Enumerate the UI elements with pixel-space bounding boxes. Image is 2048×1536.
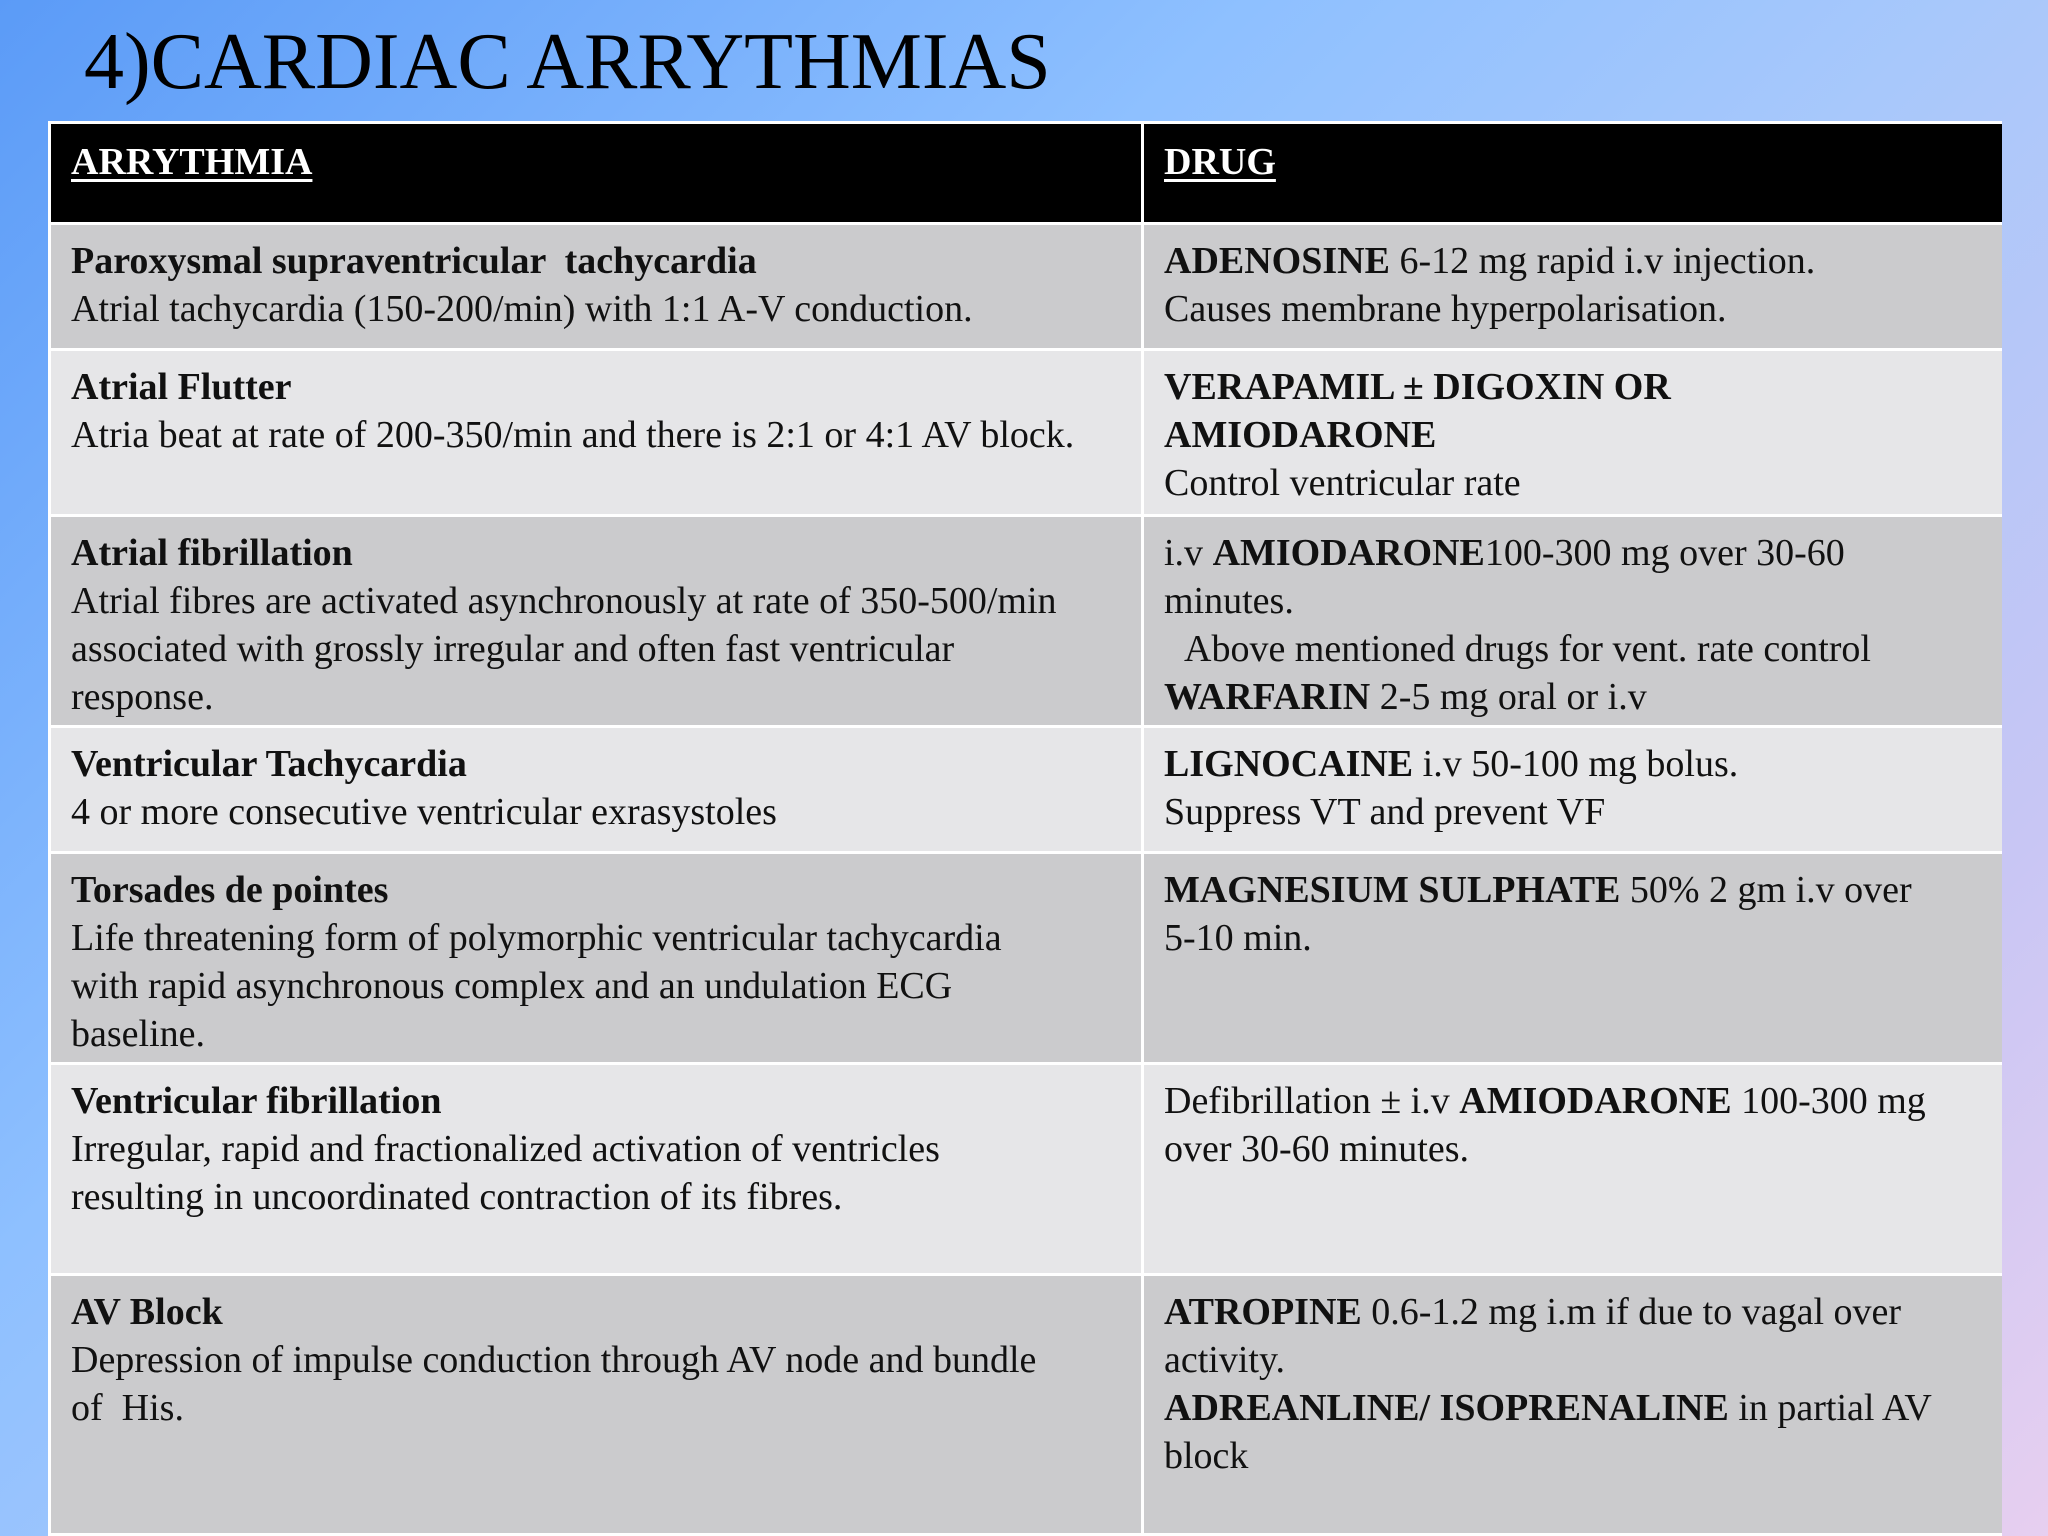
drug-name: AMIODARONE [1164,414,1437,456]
drug-name: VERAPAMIL ± DIGOXIN OR [1164,366,1671,408]
arrythmia-description-line: with rapid asynchronous complex and an undulation ECG [71,965,953,1007]
drug-line [1164,459,1982,507]
arrythmia-cell [50,853,1143,1064]
drug-line [1164,1432,1982,1480]
arrythmia-name: AV Block [71,1291,223,1333]
drug-detail: i.v 50-100 mg bolus. [1413,743,1739,785]
drug-name: AMIODARONE [1212,532,1485,574]
drug-cell [1143,1275,2003,1535]
drug-name: MAGNESIUM SULPHATE [1164,869,1621,911]
drug-line [1164,1125,1982,1173]
drug-line [1164,625,1982,673]
arrythmia-cell [50,1064,1143,1275]
drug-detail: block [1164,1435,1249,1477]
drug-cell [1143,516,2003,727]
header-drug: DRUG [1143,123,2003,224]
arrythmia-cell [50,1275,1143,1535]
table-row [50,516,2003,727]
arrythmia-description-line: 4 or more consecutive ventricular exrasystoles [71,791,777,833]
table-row [50,1064,2003,1275]
arrythmia-description-line: resulting in uncoordinated contraction of its fibres. [71,1176,843,1218]
drug-detail: Suppress VT and prevent VF [1164,791,1606,833]
drug-line [1164,673,1982,721]
drug-name: WARFARIN [1164,676,1371,718]
arrythmia-name: Atrial Flutter [71,366,292,408]
table-row [50,727,2003,853]
arrythmia-cell [50,727,1143,853]
drug-line [1164,1336,1982,1384]
arrythmia-cell [50,350,1143,516]
drug-detail: in partial AV [1728,1387,1932,1429]
arrythmia-name: Atrial fibrillation [71,532,353,574]
arrythmia-description-line: Atrial tachycardia (150-200/min) with 1:1 A-V conduction. [71,288,973,330]
drug-detail: minutes. [1164,580,1294,622]
drug-detail: Causes membrane hyperpolarisation. [1164,288,1727,330]
drug-cell [1143,1064,2003,1275]
arrhythmia-drug-table [48,121,2002,1536]
drug-detail: 5-10 min. [1164,917,1312,959]
drug-detail: Above mentioned drugs for vent. rate control [1184,628,1871,670]
drug-detail: Control ventricular rate [1164,462,1521,504]
table-body [50,224,2003,1535]
drug-detail: activity. [1164,1339,1285,1381]
drug-line [1164,363,1982,411]
arrythmia-name: Torsades de pointes [71,869,389,911]
drug-line [1164,740,1982,788]
drug-line [1164,411,1982,459]
arrythmia-description-line: associated with grossly irregular and often fast ventricular [71,628,955,670]
table-row [50,350,2003,516]
drug-detail: i.v [1164,532,1213,574]
arrythmia-description-line: Atrial fibres are activated asynchronously at rate of 350-500/min [71,580,1057,622]
drug-line [1164,1077,1982,1125]
drug-detail: 100-300 mg over 30-60 [1484,532,1845,574]
arrythmia-description-line: Depression of impulse conduction through AV node and bundle [71,1339,1037,1381]
table-row [50,853,2003,1064]
drug-detail: 0.6-1.2 mg i.m if due to vagal over [1361,1291,1902,1333]
arrythmia-description-line: of His. [71,1387,184,1429]
drug-detail: 100-300 mg [1731,1080,1926,1122]
arrhythmia-drug-table-wrap [48,121,2002,1536]
table-row [50,224,2003,350]
arrythmia-description-line: Life threatening form of polymorphic ventricular tachycardia [71,917,1002,959]
drug-line [1164,1384,1982,1432]
drug-name: ADREANLINE/ ISOPRENALINE [1164,1387,1729,1429]
arrythmia-name: Ventricular Tachycardia [71,743,467,785]
arrythmia-name: Ventricular fibrillation [71,1080,442,1122]
arrythmia-description-line: Irregular, rapid and fractionalized activation of ventricles [71,1128,940,1170]
table-row [50,1275,2003,1535]
arrythmia-cell [50,516,1143,727]
drug-line [1164,1288,1982,1336]
drug-line [1164,529,1982,577]
arrythmia-description-line: Atria beat at rate of 200-350/min and there is 2:1 or 4:1 AV block. [71,414,1075,456]
header-arrythmia: ARRYTHMIA [50,123,1143,224]
drug-cell [1143,853,2003,1064]
drug-detail: 6-12 mg rapid i.v injection. [1389,240,1816,282]
table-header-row [50,123,2003,224]
arrythmia-name: Paroxysmal supraventricular tachycardia [71,240,757,282]
drug-name: ADENOSINE [1164,240,1390,282]
drug-line [1164,577,1982,625]
drug-detail: Defibrillation ± i.v [1164,1080,1460,1122]
drug-line [1164,914,1982,962]
drug-name: LIGNOCAINE [1164,743,1414,785]
drug-line [1164,866,1982,914]
drug-cell [1143,727,2003,853]
arrythmia-description-line: response. [71,676,214,718]
drug-cell [1143,350,2003,516]
arrythmia-cell [50,224,1143,350]
drug-detail: 50% 2 gm i.v over [1620,869,1912,911]
drug-name: ATROPINE [1164,1291,1362,1333]
slide-title: 4)CARDIAC ARRYTHMIAS [84,18,1051,106]
drug-line [1164,285,1982,333]
drug-name: AMIODARONE [1459,1080,1732,1122]
drug-detail: over 30-60 minutes. [1164,1128,1470,1170]
arrythmia-description-line: baseline. [71,1013,206,1055]
drug-line [1164,788,1982,836]
drug-line [1164,237,1982,285]
drug-cell [1143,224,2003,350]
drug-detail: 2-5 mg oral or i.v [1370,676,1647,718]
